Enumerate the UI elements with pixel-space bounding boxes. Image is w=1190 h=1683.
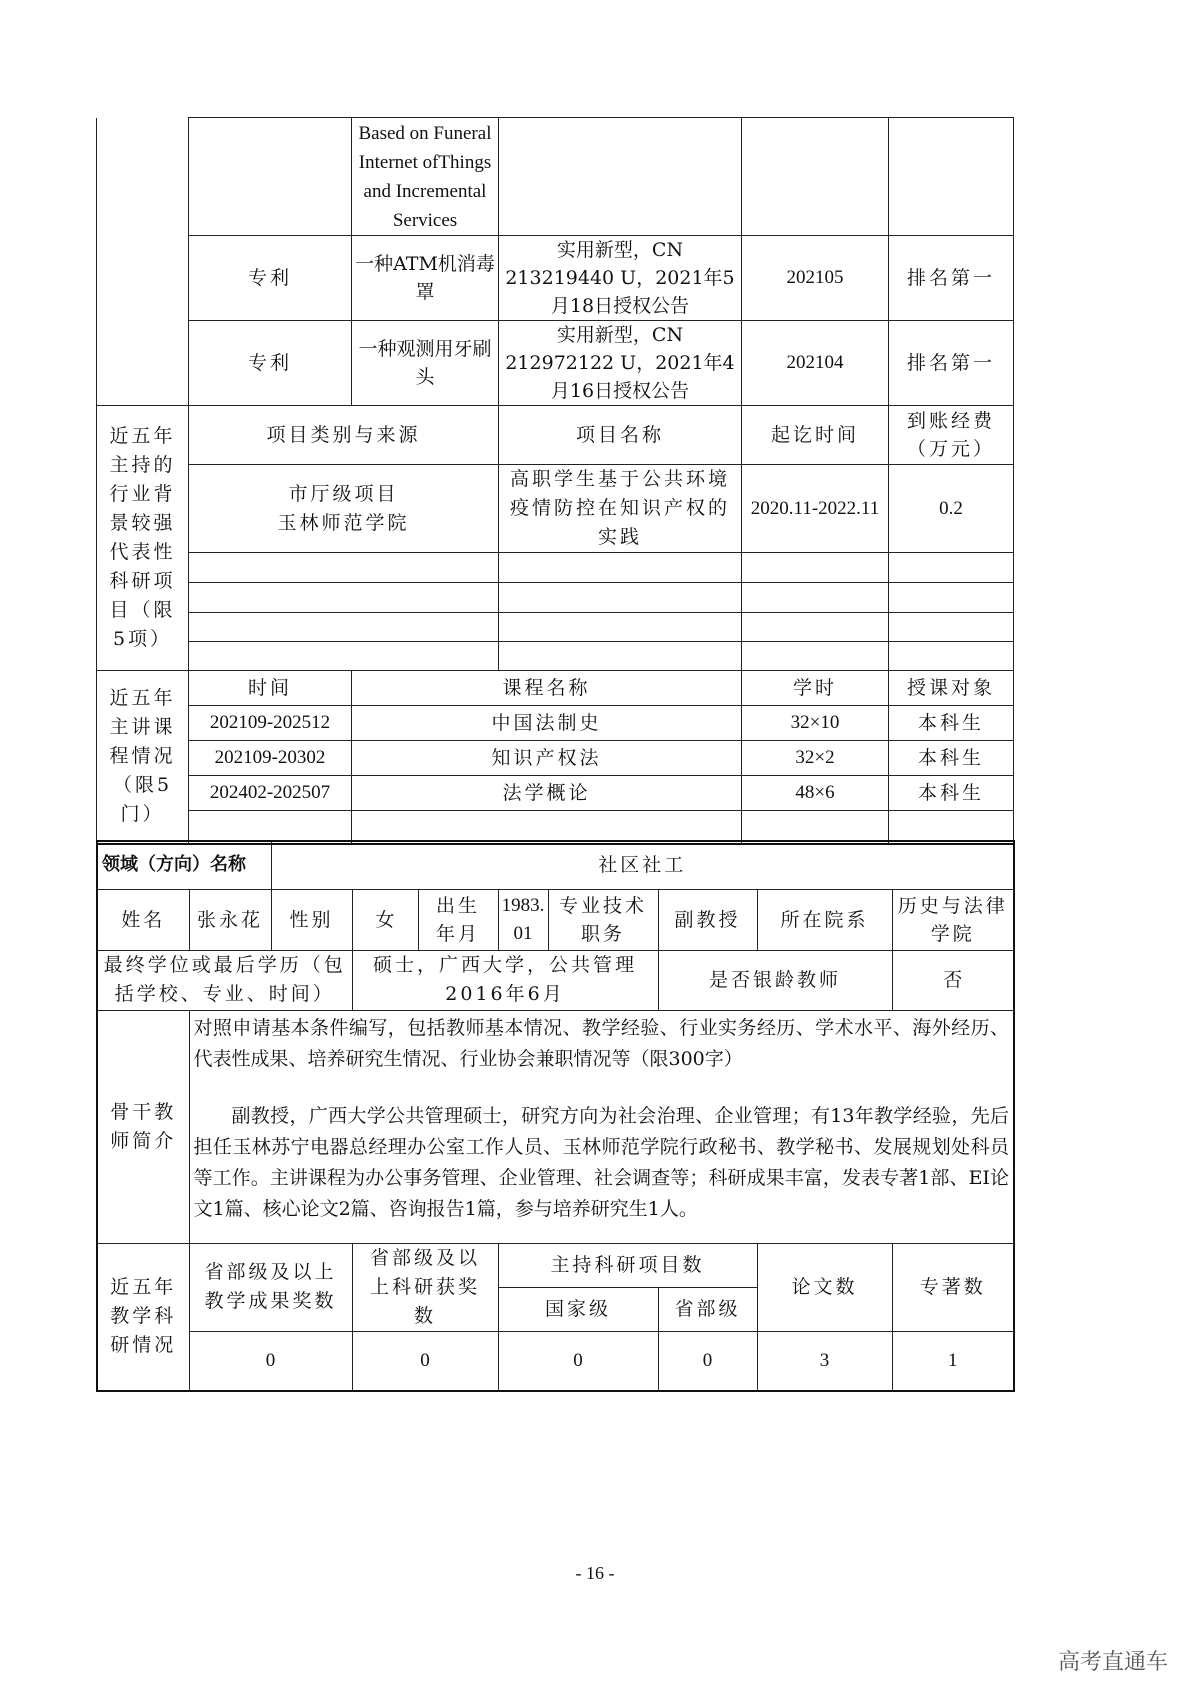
course-row <box>97 776 1014 811</box>
field-value: 社区社工 <box>271 841 1014 889</box>
research-awards-value: 0 <box>352 1331 498 1391</box>
course-hours: 32×2 <box>742 741 889 776</box>
course-hours: 32×10 <box>742 706 889 741</box>
achievement-rank: 排名第一 <box>889 236 1014 321</box>
course-target: 本科生 <box>889 706 1014 741</box>
provincial-header: 省部级 <box>658 1287 757 1331</box>
achievement-type: 专利 <box>189 236 352 321</box>
field-row <box>97 841 1014 889</box>
papers-header: 论文数 <box>757 1243 892 1331</box>
projects-header-time: 起讫时间 <box>742 406 889 465</box>
achievement-rank <box>889 118 1014 236</box>
silver-label: 是否银龄教师 <box>658 950 892 1010</box>
course-row-empty <box>97 811 1014 844</box>
intro-text: 副教授，广西大学公共管理硕士，研究方向为社会治理、企业管理；有13年教学经验，先后担任玉林苏宁电器总经理办公室工作人员、玉林师范学院行政秘书、教学秘书、发展规划处科员等工作。主讲课程为办公事务管理、企业管理、社会调查等；科研成果丰富，发表专著1部、EI论文1篇、核心论文2篇、咨询报告1篇，参与培养研究生1人。 <box>193 1104 1010 1220</box>
dept-value: 历史与法律学院 <box>892 889 1014 950</box>
page-number: - 16 - <box>575 1563 615 1583</box>
basic-info-row <box>97 889 1014 950</box>
achievement-info <box>499 118 742 236</box>
intro-label: 骨干教师简介 <box>97 1010 189 1243</box>
name-label: 姓名 <box>97 889 189 950</box>
provincial-value: 0 <box>658 1331 757 1391</box>
achievement-info: 实用新型，CN 212972122 U，2021年4月16日授权公告 <box>499 321 742 406</box>
gender-label: 性别 <box>271 889 352 950</box>
course-target: 本科生 <box>889 776 1014 811</box>
title-label: 专业技术职务 <box>548 889 658 950</box>
teaching-awards-value: 0 <box>189 1331 352 1391</box>
course-name: 知识产权法 <box>352 741 742 776</box>
achievement-type: 专利 <box>189 321 352 406</box>
course-row <box>97 706 1014 741</box>
stats-header-row <box>97 1243 1014 1287</box>
courses-header-target: 授课对象 <box>889 671 1014 706</box>
research-awards-header: 省部级及以上科研获奖数 <box>352 1243 498 1331</box>
achievement-row <box>97 236 1014 321</box>
course-time: 202109-20302 <box>189 741 352 776</box>
achievement-date <box>742 118 889 236</box>
intro-row <box>97 1010 1014 1243</box>
name-value: 张永花 <box>189 889 271 950</box>
section-cell-continued <box>97 118 189 406</box>
projects-header-row <box>97 406 1014 465</box>
project-funds: 0.2 <box>889 465 1014 553</box>
watermark: 高考直通车 <box>1057 1650 1168 1675</box>
teaching-awards-header: 省部级及以上教学成果奖数 <box>189 1243 352 1331</box>
project-row-empty <box>97 613 1014 642</box>
projects-header-name: 项目名称 <box>499 406 742 465</box>
project-name: 高职学生基于公共环境疫情防控在知识产权的实践 <box>499 465 742 553</box>
courses-header-row <box>97 671 1014 706</box>
achievement-date: 202105 <box>742 236 889 321</box>
project-time: 2020.11-2022.11 <box>742 465 889 553</box>
projects-header-funds: 到账经费（万元） <box>889 406 1014 465</box>
courses-header-time: 时间 <box>189 671 352 706</box>
achievement-rank: 排名第一 <box>889 321 1014 406</box>
national-header: 国家级 <box>498 1287 658 1331</box>
birth-label: 出生年月 <box>418 889 498 950</box>
stats-label: 近五年教学科研情况 <box>97 1243 189 1391</box>
course-target: 本科生 <box>889 741 1014 776</box>
achievement-name: 一种观测用牙刷头 <box>352 321 499 406</box>
project-row <box>97 465 1014 553</box>
degree-value: 硕士，广西大学，公共管理 2016年6月 <box>352 950 658 1010</box>
course-name: 法学概论 <box>352 776 742 811</box>
course-name: 中国法制史 <box>352 706 742 741</box>
courses-header-hours: 学时 <box>742 671 889 706</box>
title-value: 副教授 <box>658 889 757 950</box>
silver-value: 否 <box>892 950 1014 1010</box>
papers-value: 3 <box>757 1331 892 1391</box>
achievement-row <box>97 321 1014 406</box>
course-time: 202109-202512 <box>189 706 352 741</box>
stats-values-row <box>97 1331 1014 1391</box>
gender-value: 女 <box>352 889 418 950</box>
courses-section-label: 近五年主讲课程情况（限5门） <box>97 671 189 844</box>
degree-row <box>97 950 1014 1010</box>
project-row-empty <box>97 553 1014 583</box>
books-value: 1 <box>892 1331 1014 1391</box>
national-value: 0 <box>498 1331 658 1391</box>
research-table <box>96 117 1014 845</box>
courses-header-name: 课程名称 <box>352 671 742 706</box>
achievement-row <box>97 118 1014 236</box>
achievement-date: 202104 <box>742 321 889 406</box>
projects-header-source: 项目类别与来源 <box>189 406 499 465</box>
projects-section-label: 近五年主持的行业背景较强代表性科研项目（限5项） <box>97 406 189 671</box>
course-hours: 48×6 <box>742 776 889 811</box>
achievement-name: Based on Funeral Internet ofThings and Incremental Services <box>352 118 499 236</box>
project-source: 市厅级项目 玉林师范学院 <box>189 465 499 553</box>
birth-value: 1983.01 <box>498 889 548 950</box>
dept-label: 所在院系 <box>757 889 892 950</box>
course-row <box>97 741 1014 776</box>
project-row-empty <box>97 583 1014 613</box>
achievement-name: 一种ATM机消毒罩 <box>352 236 499 321</box>
projects-count-header: 主持科研项目数 <box>498 1243 757 1287</box>
intro-cell <box>189 1010 1014 1243</box>
books-header: 专著数 <box>892 1243 1014 1331</box>
project-row-empty <box>97 642 1014 671</box>
intro-instruction: 对照申请基本条件编写，包括教师基本情况、教学经验、行业实务经历、学术水平、海外经历、代表性成果、培养研究生情况、行业协会兼职情况等（限300字） <box>193 1016 1010 1070</box>
field-label: 领域（方向）名称 <box>97 841 271 889</box>
degree-label: 最终学位或最后学历（包括学校、专业、时间） <box>97 950 352 1010</box>
achievement-type <box>189 118 352 236</box>
teacher-profile-table <box>96 840 1015 1392</box>
achievement-info: 实用新型，CN 213219440 U，2021年5月18日授权公告 <box>499 236 742 321</box>
course-time: 202402-202507 <box>189 776 352 811</box>
